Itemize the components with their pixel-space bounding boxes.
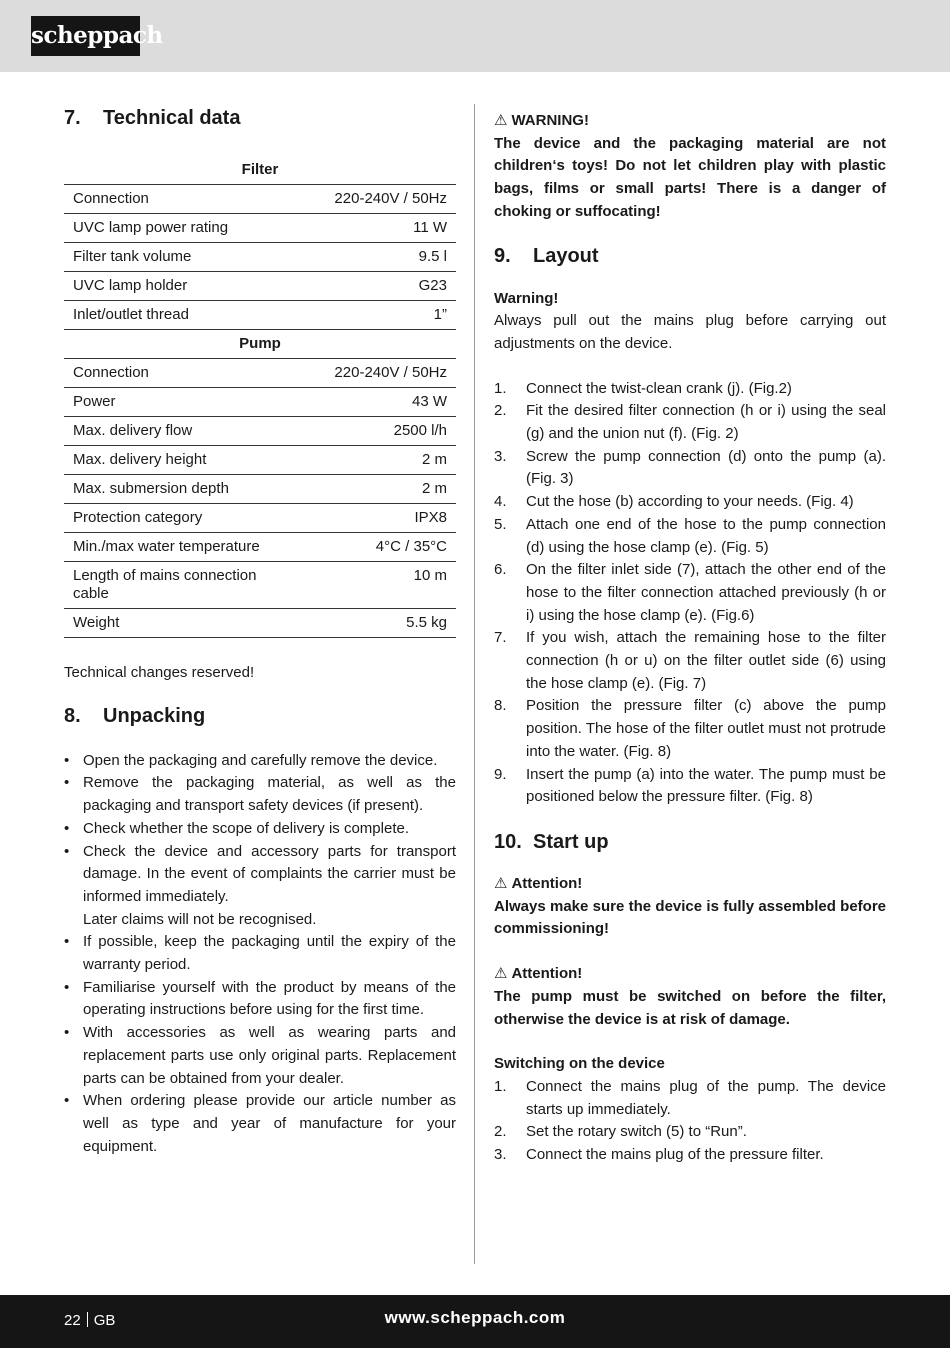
list-item: 8. Position the pressure filter (c) above the pump position. The hose of the filter outlet must not protrude into the water. (Fig. 8) [494,697,886,760]
list-item-note: Later claims will not be recognised. [83,910,317,928]
spec-label: Inlet/outlet thread [64,301,292,330]
spec-value: IPX8 [292,504,456,533]
list-item: • When ordering please provide our article number as well as type and year of manufacture for your equipment. [64,1092,456,1155]
spec-label: Filter tank volume [64,243,292,272]
list-item: • Familiarise yourself with the product by means of the operating instructions before using for the first time. [64,978,456,1019]
spec-label: Max. delivery height [64,446,292,475]
spec-label: Connection [64,185,292,214]
spec-value: 2500 l/h [292,417,456,446]
list-item: • Remove the packaging material, as well as the packaging and transport safety devices (if present). [64,774,456,815]
group-header-filter: Filter [64,156,456,185]
list-item: • Check whether the scope of delivery is complete. [64,819,409,837]
list-item: 3. Screw the pump connection (d) onto the pump (a). (Fig. 3) [494,447,886,488]
group-header-pump: Pump [64,330,456,359]
page-number: 22 GB [64,1312,116,1329]
page-footer [0,1295,950,1348]
scheppach-logo: scheppach [31,16,140,56]
section-title: Technical data [103,107,241,129]
spec-label: UVC lamp power rating [64,214,292,243]
section-9-heading [494,242,886,270]
spec-label: Max. submersion depth [64,475,292,504]
table-row [64,533,456,562]
spec-label: Min./max water temperature [64,533,292,562]
list-item: • If possible, keep the packaging until the expiry of the warranty period. [64,933,456,974]
list-item: 9. Insert the pump (a) into the water. The pump must be positioned below the pressure filter. (Fig. 8) [494,765,886,806]
table-row [64,417,456,446]
warning-triangle-icon: ⚠ [494,112,508,129]
list-item: 6. On the filter inlet side (7), attach the other end of the hose to the filter connection attached previously (h or i) using the hose clamp (e). (Fig.6) [494,561,886,624]
unpacking-list [64,750,456,1159]
layout-warning-text: Always pull out the mains plug before carrying out adjustments on the device. [494,312,886,352]
spec-value: 1” [292,301,456,330]
left-column [64,104,456,1158]
list-item: 2. Set the rotary switch (5) to “Run”. [494,1123,747,1141]
table-row [64,609,456,638]
attention-text-1: Always make sure the device is fully assembled before commissioning! [494,897,886,938]
section-title: Layout [533,244,599,267]
attention-heading-1: ⚠ Attention! [494,873,886,896]
list-item: 7. If you wish, attach the remaining hose to the filter connection (h or u) on the filter outlet side (6) using the hose clamp (e). (Fig. 7) [494,629,886,692]
page-header [0,0,950,72]
list-item: 1. Connect the twist-clean crank (j). (Fig.2) [494,379,792,397]
table-row [64,214,456,243]
list-item: 1. Connect the mains plug of the pump. The device starts up immediately. [494,1077,886,1118]
list-item: • With accessories as well as wearing parts and replacement parts use only original parts. Replacement parts can be obtained from your dealer. [64,1024,456,1087]
spec-value: 10 m [292,562,456,609]
list-item: • Check the device and accessory parts for transport damage. In the event of complaints the carrier must be informed immediately. Later claims will not be recognised. [64,841,456,932]
list-item: 2. Fit the desired filter connection (h or i) using the seal (g) and the union nut (f). (Fig. 2) [494,402,886,443]
start-up-steps [494,1076,886,1167]
section-title: Unpacking [103,704,206,727]
spec-value: 2 m [292,446,456,475]
section-8-heading [64,702,456,730]
table-row [64,475,456,504]
table-row [64,359,456,388]
table-row [64,272,456,301]
table-row [64,562,456,609]
section-number: 7. [64,107,81,129]
spec-value: 220-240V / 50Hz [292,359,456,388]
spec-value: 5.5 kg [292,609,456,638]
table-row [64,301,456,330]
technical-changes-note: Technical changes reserved! [64,664,255,681]
warning-triangle-icon: ⚠ [494,965,508,983]
technical-data-table [64,156,456,638]
table-row [64,504,456,533]
switching-on-heading: Switching on the device [494,1055,665,1073]
section-title: Start up [533,830,609,853]
right-column [494,110,886,1167]
spec-label: UVC lamp holder [64,272,292,301]
spec-value: 11 W [292,214,456,243]
warning-heading: ⚠ WARNING! [494,110,886,133]
warning-triangle-icon: ⚠ [494,874,508,892]
layout-steps [494,378,886,809]
attention-text-2: The pump must be switched on before the filter, otherwise the device is at risk of damage. [494,987,886,1028]
spec-value: 9.5 l [292,243,456,272]
section-10-heading [494,828,886,856]
section-number: 9. [494,244,511,267]
section-number: 10. [494,830,522,853]
column-divider [474,104,475,1264]
spec-value: G23 [292,272,456,301]
spec-value: 220-240V / 50Hz [292,185,456,214]
table-row [64,388,456,417]
warning-text: The device and the packaging material are not children‘s toys! Do not let children play with plastic bags, films or small parts! There is a danger of choking or suffocating! [494,134,886,220]
spec-label: Length of mains connection cable [64,562,292,609]
spec-label: Weight [64,609,292,638]
section-7-heading [64,104,456,132]
spec-label: Protection category [64,504,292,533]
table-row [64,446,456,475]
list-item: 3. Connect the mains plug of the pressure filter. [494,1146,824,1164]
spec-value: 2 m [292,475,456,504]
table-group-row [64,156,456,185]
website-link[interactable]: www.scheppach.com [384,1308,566,1327]
spec-label: Connection [64,359,292,388]
table-group-row [64,330,456,359]
section-number: 8. [64,704,81,727]
layout-warning-label: Warning! [494,289,559,307]
spec-label: Max. delivery flow [64,417,292,446]
attention-heading-2: ⚠ Attention! [494,963,886,986]
list-item: 4. Cut the hose (b) according to your needs. (Fig. 4) [494,493,854,511]
list-item: 5. Attach one end of the hose to the pump connection (d) using the hose clamp (e). (Fig. 5) [494,515,886,556]
list-item: • Open the packaging and carefully remove the device. [64,751,438,769]
table-row [64,185,456,214]
table-row [64,243,456,272]
spec-value: 4°C / 35°C [292,533,456,562]
spec-value: 43 W [292,388,456,417]
spec-label: Power [64,388,292,417]
